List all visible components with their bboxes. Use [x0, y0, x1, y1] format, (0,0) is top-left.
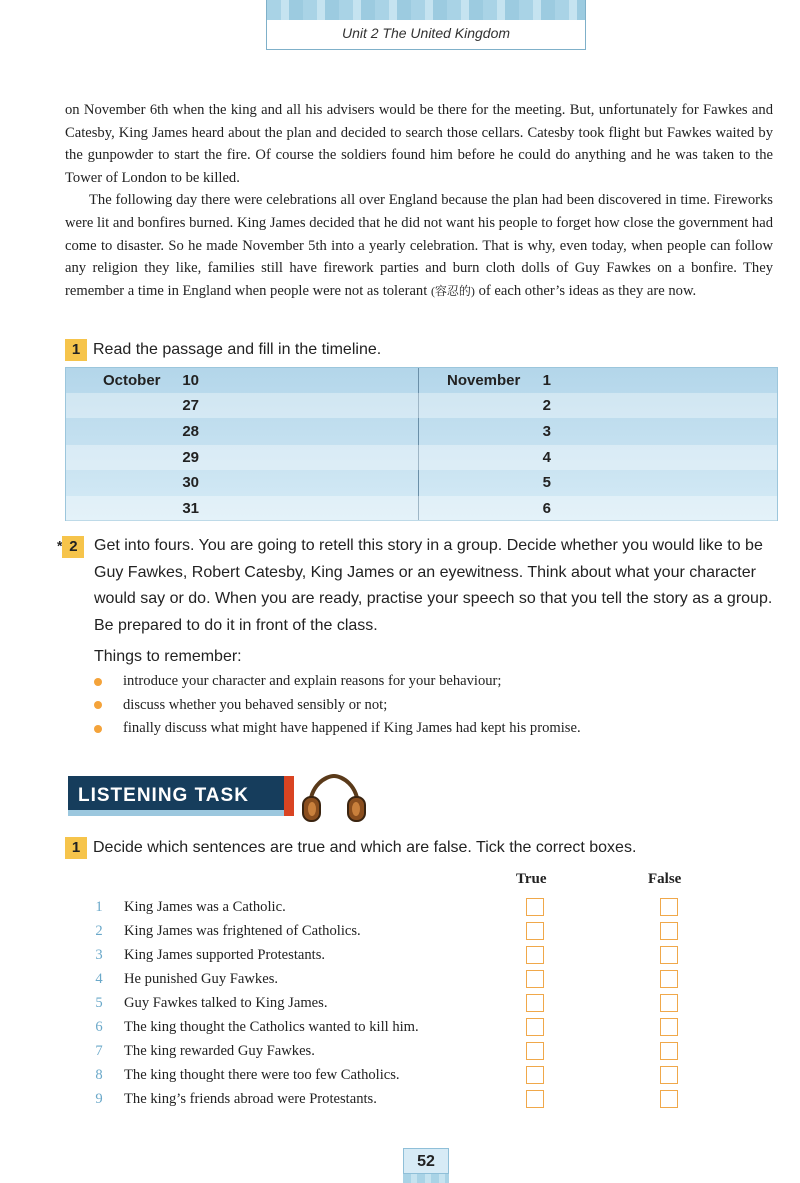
- false-checkbox[interactable]: [660, 994, 678, 1012]
- false-column-header: False: [648, 871, 682, 887]
- list-item-text: discuss whether you behaved sensibly or not;: [123, 696, 388, 713]
- page-number-decoration: [403, 1174, 449, 1183]
- timeline-day: 28: [182, 423, 199, 440]
- timeline-day: 1: [542, 372, 551, 389]
- headphones-icon: [300, 773, 368, 823]
- false-checkbox[interactable]: [660, 1018, 678, 1036]
- passage-paragraph-2: [65, 189, 773, 302]
- list-item: [94, 694, 581, 718]
- statement-text: He punished Guy Fawkes.: [124, 971, 279, 987]
- false-checkbox[interactable]: [660, 970, 678, 988]
- timeline-row: [66, 393, 777, 418]
- timeline-day: 31: [182, 500, 199, 517]
- optional-star: *: [57, 537, 63, 554]
- statement-number: 2: [95, 923, 103, 939]
- statement-text: The king rewarded Guy Fawkes.: [124, 1043, 315, 1059]
- false-checkbox[interactable]: [660, 1066, 678, 1084]
- passage-paragraph-2-text: The following day there were celebrations all over England because the plan had been discovered in time. Fireworks were lit and bonfires burned. King James decided that he did not want his people to forget how close the government had come to disaster. So he made November 5th into a yearly celebration. That is why, even today, when people can follow any religion they like, families still have firework parties and burn cloth dolls of Guy Fawkes on a bonfire. They remember a time in England when people were not as tolerant: [65, 192, 773, 299]
- timeline-month-october: October: [103, 372, 161, 389]
- statement-number: 9: [95, 1091, 103, 1107]
- list-item-text: introduce your character and explain reasons for your behaviour;: [123, 673, 502, 689]
- statement-text: The king thought there were too few Catholics.: [124, 1067, 400, 1083]
- timeline-day: 29: [182, 449, 199, 466]
- list-item-text: finally discuss what might have happened if King James had kept his promise.: [123, 720, 581, 736]
- false-checkbox[interactable]: [660, 898, 678, 916]
- statement-text: King James was frightened of Catholics.: [124, 923, 361, 939]
- timeline-day: 6: [542, 500, 551, 517]
- timeline-row: [66, 419, 777, 444]
- listening-task-banner: LISTENING TASK: [68, 776, 284, 816]
- task-number-badge: 1: [65, 837, 87, 859]
- passage-paragraph-1: on November 6th when the king and all his advisers would be there for the meeting. But, unfortunately for Fawkes and Catesby, King James heard about the plan and decided to search those cellars. Catesby took flight but Fawkes waited by the gunpowder to start the fire. Of course the soldiers found him before he could do anything and he was taken to the Tower of London to be killed.: [65, 102, 773, 186]
- true-checkbox[interactable]: [526, 1042, 544, 1060]
- task-number-badge: 1: [65, 339, 87, 361]
- task-2-markers: [57, 536, 90, 558]
- timeline-day: 10: [182, 372, 199, 389]
- bullet-icon: [94, 701, 102, 709]
- statement-text: The king thought the Catholics wanted to kill him.: [124, 1019, 419, 1035]
- true-checkbox[interactable]: [526, 1066, 544, 1084]
- bullet-icon: [94, 725, 102, 733]
- false-checkbox[interactable]: [660, 1090, 678, 1108]
- timeline-day: 3: [542, 423, 551, 440]
- true-checkbox[interactable]: [526, 1090, 544, 1108]
- true-column-header: True: [516, 871, 547, 887]
- running-header: [266, 0, 586, 50]
- list-item: [94, 670, 581, 694]
- true-checkbox[interactable]: [526, 970, 544, 988]
- true-checkbox[interactable]: [526, 898, 544, 916]
- task-number-badge: 2: [62, 536, 84, 558]
- true-checkbox[interactable]: [526, 1018, 544, 1036]
- bullet-icon: [94, 678, 102, 686]
- timeline-day: 2: [542, 397, 551, 414]
- false-checkbox[interactable]: [660, 1042, 678, 1060]
- timeline-row: [66, 470, 777, 495]
- list-item: [94, 717, 581, 741]
- timeline-day: 30: [182, 474, 199, 491]
- page-number: 52: [403, 1148, 449, 1174]
- statement-number: 1: [95, 899, 103, 915]
- statement-text: King James supported Protestants.: [124, 947, 326, 963]
- statement-number: 8: [95, 1067, 103, 1083]
- timeline-month-november: November: [447, 372, 521, 389]
- statement-text: King James was a Catholic.: [124, 899, 286, 915]
- timeline-table: [65, 367, 778, 521]
- statement-number: 6: [95, 1019, 103, 1035]
- timeline-row: [66, 445, 777, 470]
- things-to-remember-title: Things to remember:: [94, 648, 242, 665]
- statement-number: 4: [95, 971, 103, 987]
- task-1-instruction: Read the passage and fill in the timeline.: [93, 341, 382, 359]
- header-decoration: [267, 0, 585, 20]
- true-checkbox[interactable]: [526, 922, 544, 940]
- task-2-instruction: Get into fours. You are going to retell this story in a group. Decide whether you would like to be Guy Fawkes, Robert Catesby, King James or an eyewitness. Think about what your character would say or do. When you are ready, practise your speech so that you tell the story as a group. Be prepared to do it in front of the class.: [94, 537, 773, 634]
- timeline-row: [66, 496, 777, 521]
- chinese-gloss: (容忍的): [430, 283, 475, 298]
- statement-number: 5: [95, 995, 103, 1011]
- header-title: Unit 2 The United Kingdom: [341, 25, 511, 41]
- timeline-day: 4: [542, 449, 551, 466]
- task-1-heading: [65, 339, 381, 361]
- true-checkbox[interactable]: [526, 946, 544, 964]
- timeline-row: [66, 368, 777, 393]
- reading-passage: [65, 99, 773, 302]
- statement-number: 7: [95, 1043, 103, 1059]
- listening-task-1-instruction: Decide which sentences are true and which are false. Tick the correct boxes.: [93, 839, 637, 857]
- passage-paragraph-2-end: of each other’s ideas as they are now.: [474, 282, 697, 299]
- false-checkbox[interactable]: [660, 922, 678, 940]
- true-checkbox[interactable]: [526, 994, 544, 1012]
- timeline-day: 5: [542, 474, 551, 491]
- timeline-day: 27: [182, 397, 199, 414]
- things-to-remember-list: [94, 670, 581, 741]
- listening-task-1-heading: [65, 837, 636, 859]
- statement-text: Guy Fawkes talked to King James.: [124, 995, 328, 1011]
- statement-number: 3: [95, 947, 103, 963]
- statement-text: The king’s friends abroad were Protestants.: [124, 1091, 377, 1107]
- false-checkbox[interactable]: [660, 946, 678, 964]
